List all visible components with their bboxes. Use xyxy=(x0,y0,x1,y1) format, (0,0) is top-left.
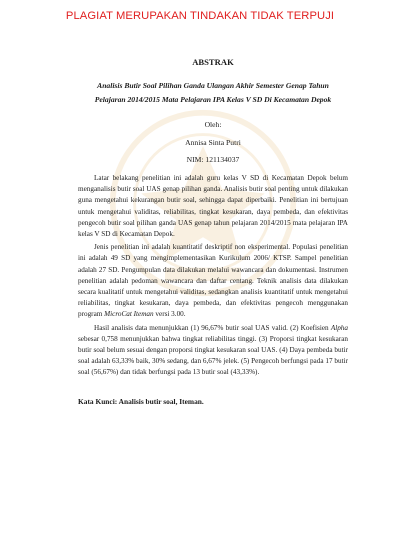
by-label: Oleh: xyxy=(204,120,222,129)
abstract-paragraph-background: Latar belakang penelitian ini adalah guru kelas V SD di Kecamatan Depok belum menganalisis butir soal UAS genap pilihan ganda. Analisis butir soal penting untuk dilakukan guna mengetahui kekurangan butir soal, sehingga dapat diperbaiki. Penelitian ini bertujuan untuk mengetahui validitas, reliabilitas, tingkat kesukaran, daya pembeda, dan efektivitas pengecoh butir soal pilihan ganda UAS genap tahun pelajaran 2014/2015 mata pelajaran IPA kelas V SD di Kecamatan Depok. xyxy=(78,174,348,239)
thesis-title-line-2: Pelajaran 2014/2015 Mata Pelajaran IPA Kelas V SD Di Kecamatan Depok xyxy=(94,95,332,104)
thesis-title-line-1: Analisis Butir Soal Pilihan Ganda Ulangan Akhir Semester Genap Tahun xyxy=(97,81,329,90)
keywords: Kata Kunci: Analisis butir soal, Iteman. xyxy=(78,396,204,406)
alpha-term: Alpha xyxy=(330,323,348,332)
plagiarism-warning-banner: PLAGIAT MERUPAKAN TINDAKAN TIDAK TERPUJI xyxy=(65,10,335,22)
author-name: Annisa Sinta Putri xyxy=(185,138,241,147)
abstract-page xyxy=(78,57,348,406)
method-text-end: versi 3.00. xyxy=(153,310,186,319)
student-id: NIM: 121134037 xyxy=(186,155,240,164)
software-name: MicroCat Iteman xyxy=(104,310,154,319)
results-text-end: sebesar 0,758 menunjukkan bahwa tingkat reliabilitas tinggi. (3) Proporsi tingkat kesukaran butir soal belum sesuai dengan proporsi tingkat kesukaran soal UAS. (4) Daya pembeda butir soal adalah 63,33% baik, 30% sedang, dan 6,67% jelek. (5) Pengecoh berfungsi pada 17 butir soal (56,67%) dan tidak berfungsi pada 13 butir soal (43,33%). xyxy=(78,334,348,377)
method-text: Jenis penelitian ini adalah kuantitatif deskriptif non eksperimental. Populasi penelitian ini adalah 49 SD yang mengimplementasikan Kurikulum 2006/ KTSP. Sampel penelitian adalah 27 SD. Pengumpulan data dilakukan melalui wawancara dan dokumentasi. Instrumen penelitian adalah pedoman wawancara dan daftar centang. Teknik analisis data dilakukan secara kualitatif untuk mengetahui validitas, sedangkan analisis kuantitatif untuk mengetahui reliabilitas, tingkat kesukaran, daya pembeda, dan efektivitas pengecoh menggunakan program xyxy=(78,243,348,319)
abstract-paragraph-results xyxy=(78,323,348,379)
abstract-title: ABSTRAK xyxy=(192,57,234,67)
results-text: Hasil analisis data menunjukkan (1) 96,67% butir soal UAS valid. (2) Koefisien xyxy=(94,323,331,332)
abstract-paragraph-method xyxy=(78,242,348,320)
thesis-title xyxy=(78,79,348,107)
